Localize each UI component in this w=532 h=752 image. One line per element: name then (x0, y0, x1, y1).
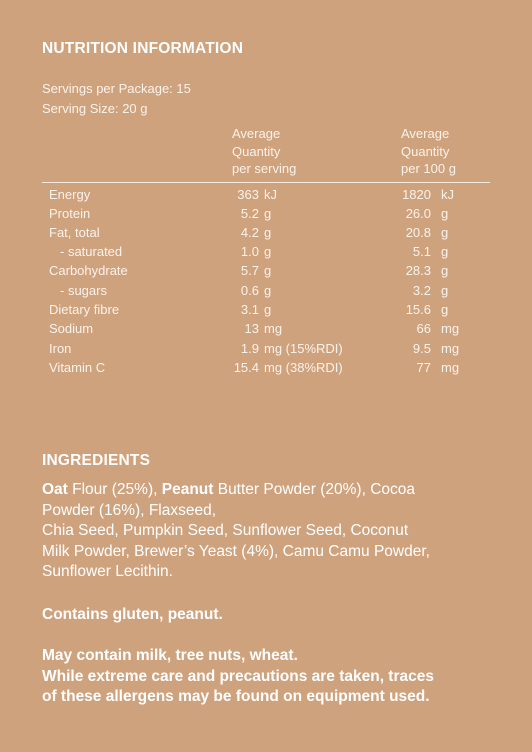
per-serving-value: 13 (244, 321, 259, 336)
column-header-line: Quantity (232, 143, 281, 159)
allergen-warning (42, 646, 512, 708)
ingredients-line: Chia Seed, Pumpkin Seed, Sunflower Seed, Coconut (42, 522, 409, 539)
per-serving-unit: mg (15%RDI) (264, 341, 343, 356)
column-header-line: Average (401, 126, 450, 141)
nutrient-name: Energy (49, 187, 91, 202)
nutrient-name: Fat, total (49, 225, 100, 240)
per-100g-value: 9.5 (412, 341, 431, 356)
column-header-per-serving (232, 125, 332, 178)
ingredient-oat: Oat (42, 481, 68, 498)
column-header-line: per serving (232, 161, 297, 176)
per-100g-unit: g (441, 302, 449, 317)
ingredients-line: Powder (16%), Flaxseed, (42, 501, 217, 519)
per-serving-unit: g (264, 244, 272, 259)
per-100g-value: 15.6 (405, 302, 431, 317)
per-serving-value: 15.4 (233, 360, 259, 375)
per-serving-unit: mg (38%RDI) (264, 360, 343, 375)
table-row (0, 302, 532, 321)
per-serving-value: 1.0 (240, 244, 259, 259)
per-serving-value: 0.6 (240, 283, 259, 298)
allergen-contains: Contains gluten, peanut. (42, 606, 223, 623)
nutrient-name: Protein (49, 206, 91, 221)
per-serving-value: 1.9 (240, 341, 259, 356)
ingredients-line: Sunflower Lecithin. (42, 563, 173, 580)
per-serving-value: 5.7 (240, 263, 259, 278)
table-row (0, 360, 532, 379)
column-header-line: per 100 g (401, 161, 456, 176)
per-serving-unit: g (264, 206, 272, 221)
ingredient-text: Flour (25%), (67, 481, 162, 498)
per-serving-unit: kJ (264, 187, 277, 202)
per-serving-unit: g (264, 283, 272, 298)
per-serving-value: 5.2 (240, 206, 259, 221)
per-serving-value: 363 (237, 187, 259, 202)
column-header-line: Quantity (401, 143, 450, 159)
nutrient-name: Carbohydrate (49, 263, 128, 278)
per-100g-unit: g (441, 206, 449, 221)
nutrient-name: Vitamin C (49, 360, 106, 375)
nutrition-title: NUTRITION INFORMATION (42, 40, 244, 57)
per-100g-value: 28.3 (405, 263, 431, 278)
per-100g-unit: kJ (441, 187, 454, 202)
per-100g-value: 5.1 (412, 244, 431, 259)
table-row (0, 321, 532, 340)
nutrient-name: Sodium (49, 321, 94, 336)
per-serving-value: 3.1 (240, 302, 259, 317)
ingredients-text (42, 480, 502, 583)
per-100g-unit: g (441, 283, 449, 298)
per-serving-unit: g (264, 225, 272, 240)
per-serving-unit: g (264, 302, 272, 317)
nutrient-name: Iron (49, 341, 72, 356)
per-100g-value: 20.8 (405, 225, 431, 240)
nutrient-name: - sugars (60, 283, 107, 298)
per-100g-unit: mg (441, 341, 460, 356)
servings-per-package: Servings per Package: 15 (42, 81, 191, 96)
nutrient-name: Dietary fibre (49, 302, 120, 317)
per-100g-value: 66 (416, 321, 431, 336)
per-100g-value: 77 (416, 360, 431, 375)
per-100g-value: 1820 (402, 187, 431, 202)
table-row (0, 263, 532, 282)
table-row (0, 283, 532, 302)
per-100g-unit: g (441, 244, 449, 259)
precaution-line: While extreme care and precautions are taken, traces (42, 667, 434, 685)
per-100g-value: 3.2 (412, 283, 431, 298)
per-serving-unit: g (264, 263, 272, 278)
table-row (0, 225, 532, 244)
ingredient-text: Butter Powder (20%), Cocoa (213, 481, 416, 498)
ingredient-peanut: Peanut (161, 481, 214, 498)
ingredients-line: Milk Powder, Brewer’s Yeast (4%), Camu Camu Powder, (42, 542, 430, 560)
table-row (0, 187, 532, 206)
per-100g-value: 26.0 (405, 206, 431, 221)
ingredients-line (42, 480, 502, 501)
nutrient-name: - saturated (60, 244, 123, 259)
table-row (0, 244, 532, 263)
serving-size: Serving Size: 20 g (42, 101, 148, 116)
table-divider (42, 182, 490, 183)
per-100g-unit: mg (441, 321, 460, 336)
per-100g-unit: mg (441, 360, 460, 375)
per-serving-unit: mg (264, 321, 283, 336)
precaution-line: of these allergens may be found on equipment used. (42, 688, 430, 705)
table-row (0, 341, 532, 360)
per-100g-unit: g (441, 263, 449, 278)
per-100g-unit: g (441, 225, 449, 240)
may-contain: May contain milk, tree nuts, wheat. (42, 647, 298, 664)
column-header-per-100g (401, 125, 501, 178)
table-row (0, 206, 532, 225)
column-header-line: Average (232, 126, 281, 141)
per-serving-value: 4.2 (240, 225, 259, 240)
ingredients-title: INGREDIENTS (42, 452, 151, 469)
